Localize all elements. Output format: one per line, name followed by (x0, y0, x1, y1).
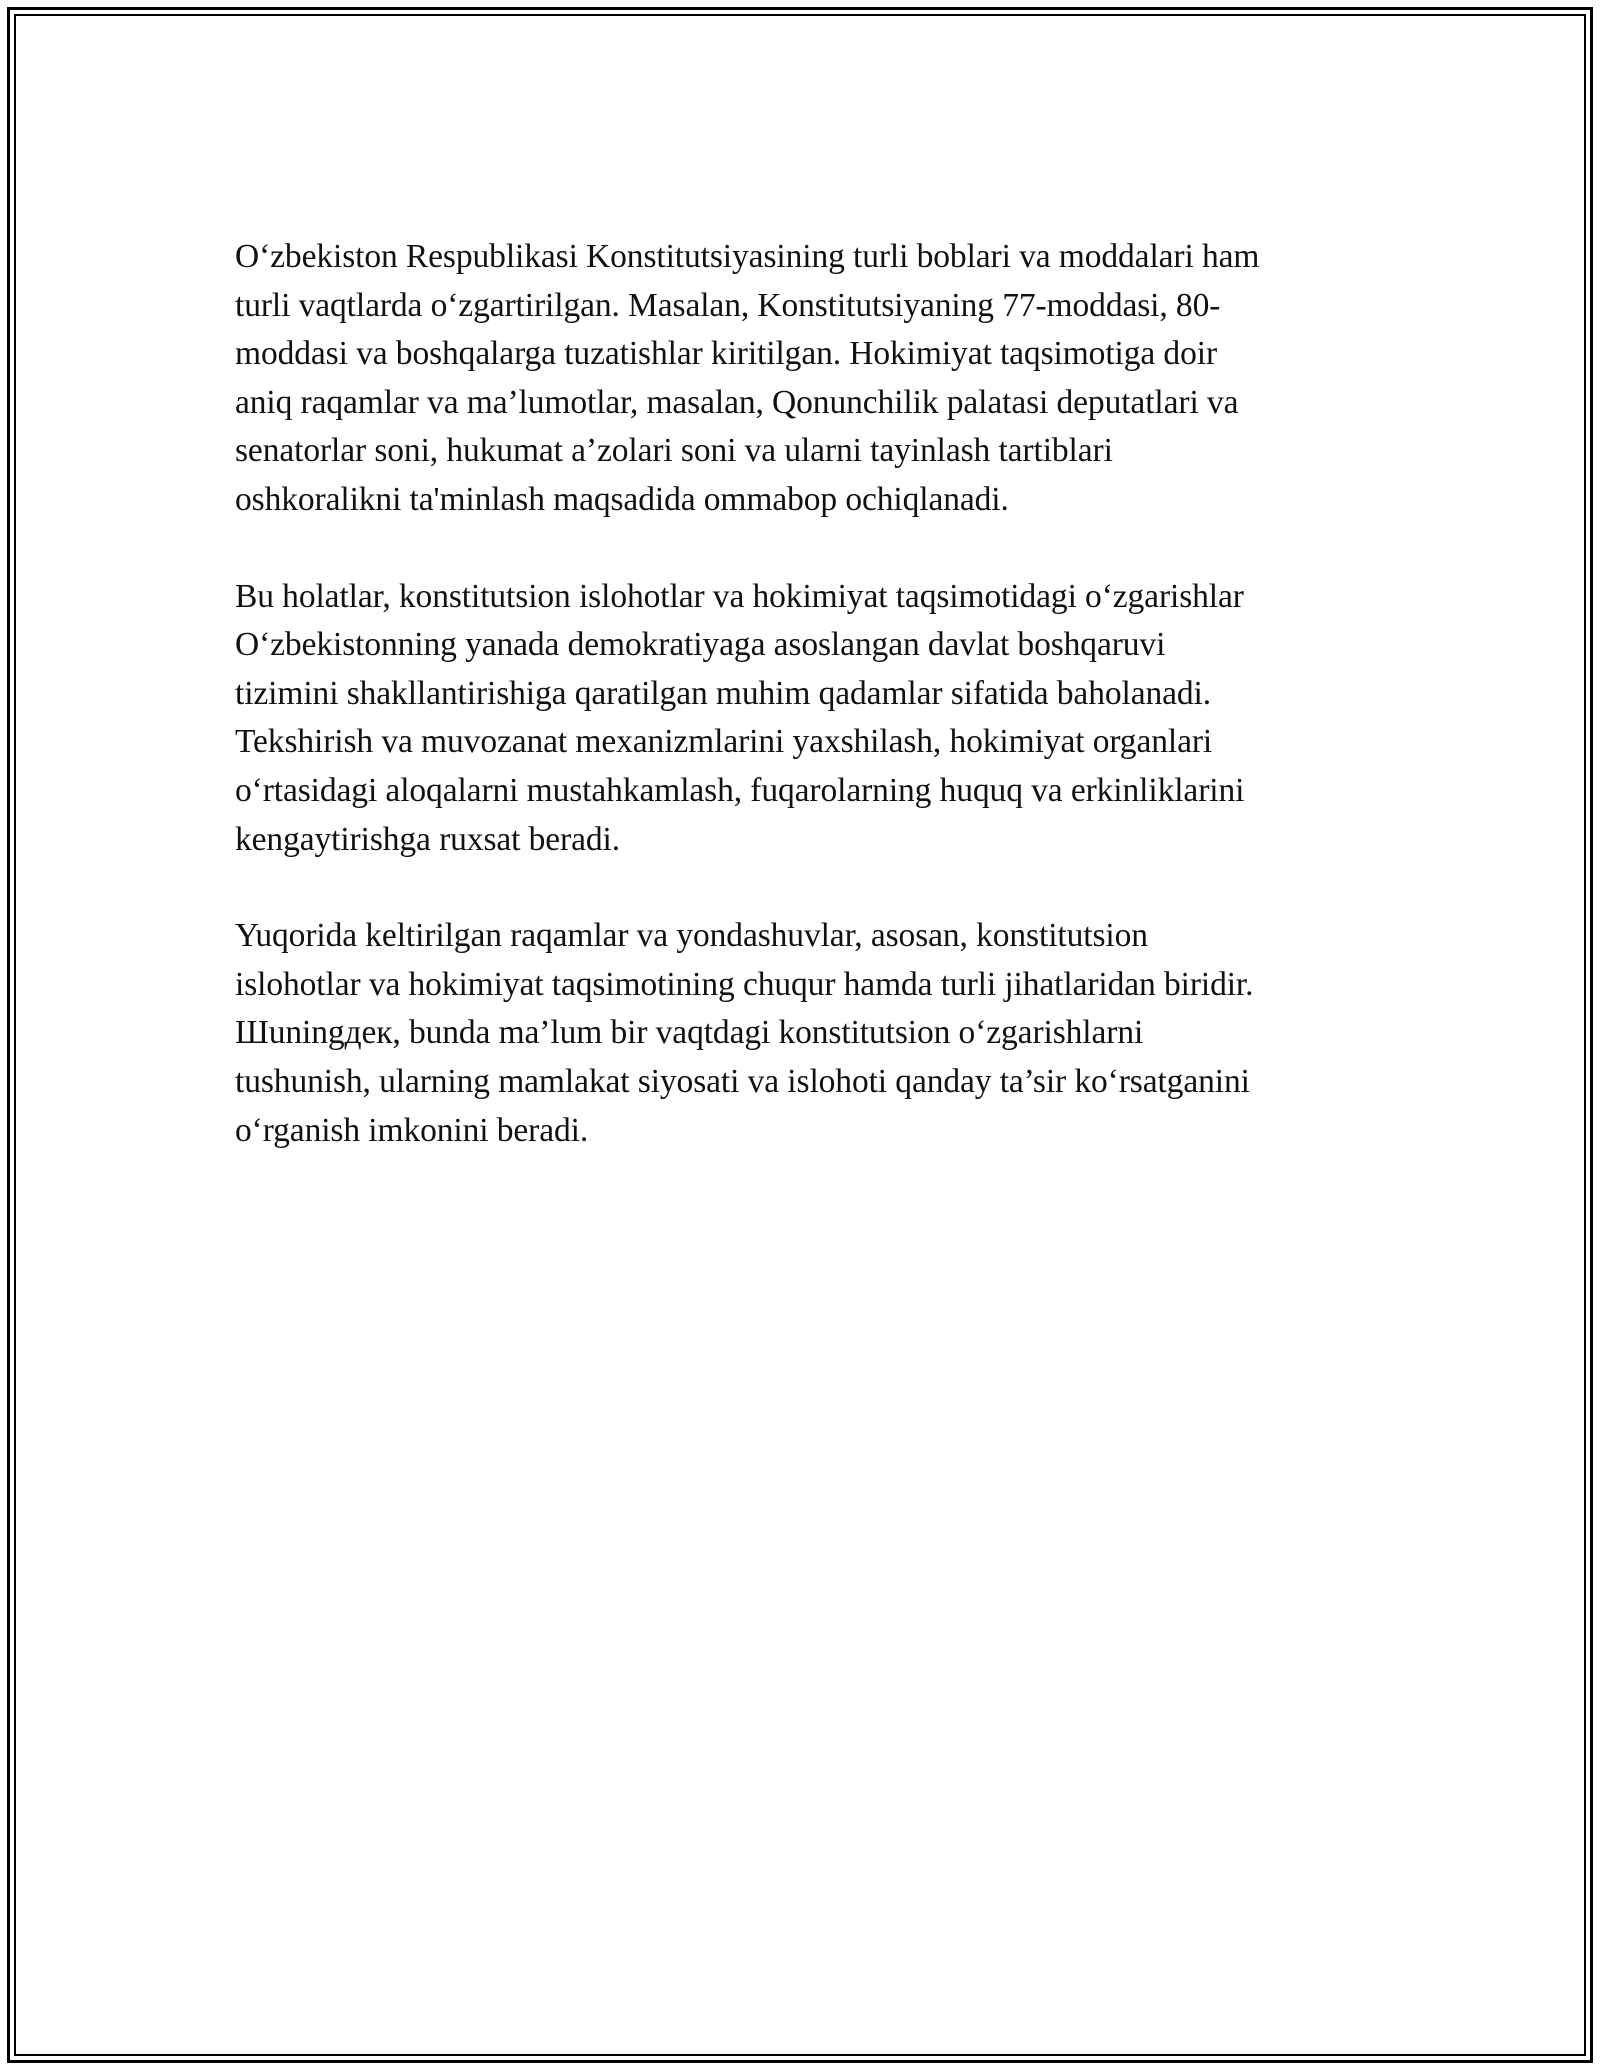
paragraph-1: O‘zbekiston Respublikasi Konstitutsiyasining turli boblari va moddalari ham turli vaqtlarda o‘zgartirilgan. Masalan, Konstitutsiyaning 77-moddasi, 80- moddasi va boshqalarga tuzatishlar kiritilgan. Hokimiyat taqsimotiga doir aniq raqamlar va ma’lumotlar, masalan, Qonunchilik palatasi deputatlari va senatorlar soni, hukumat a’zolari soni va ularni tayinlash tartiblari oshkoralikni ta'minlash maqsadida ommabop ochiqlanadi. (235, 238, 1260, 518)
paragraph-3: Yuqorida keltirilgan raqamlar va yondashuvlar, asosan, konstitutsion islohotlar va hokimiyat taqsimotining chuqur hamda turli jihatlaridan biridir. Шuningдeк, bunda ma’lum bir vaqtdagi konstitutsion o‘zgarishlarni tushunish, ularning mamlakat siyosati va islohoti qanday ta’sir ko‘rsatganini o‘rganish imkonini beradi. (235, 917, 1254, 1149)
paragraph-2: Bu holatlar, konstitutsion islohotlar va hokimiyat taqsimotidagi o‘zgarishlar O‘zbekistonning yanada demokratiyaga asoslangan davlat boshqaruvi tizimini shakllantirishiga qaratilgan muhim qadamlar sifatida baholanadi. Tekshirish va muvozanat mexanizmlarini yaxshilash, hokimiyat organlari o‘rtasidagi aloqalarni mustahkamlash, fuqarolarning huquq va erkinliklarini kengaytirishga ruxsat beradi. (235, 577, 1245, 858)
document-body (235, 233, 1385, 1203)
